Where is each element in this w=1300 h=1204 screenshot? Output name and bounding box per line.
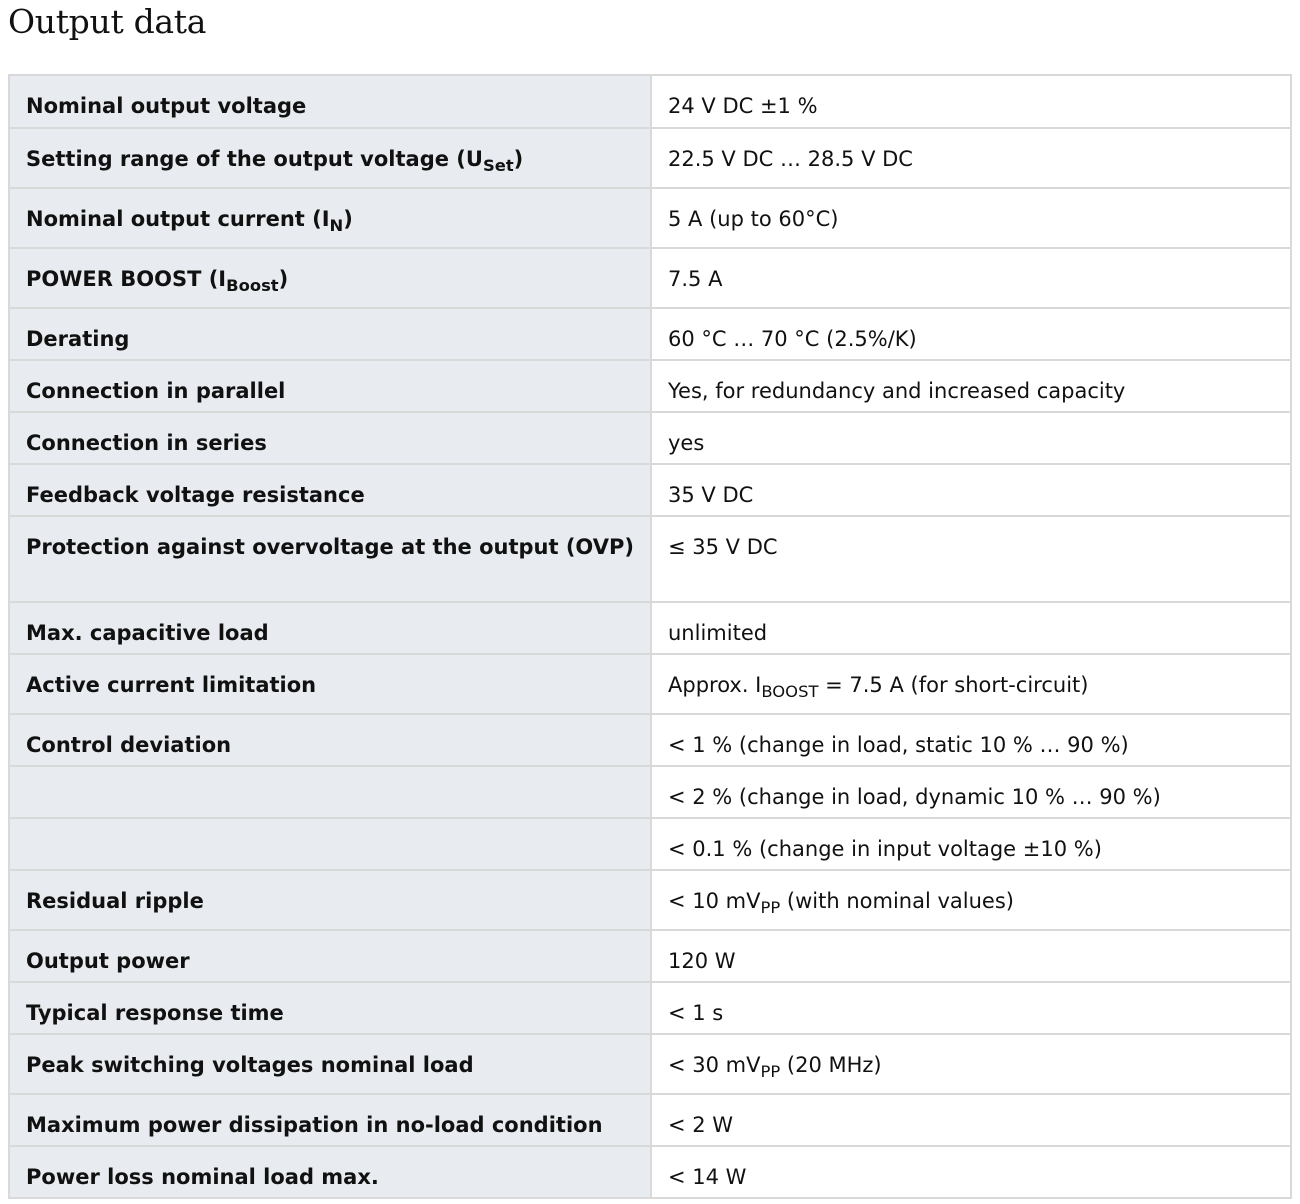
row-label [9, 188, 651, 248]
row-value: 24 V DC ±1 % [651, 75, 1291, 128]
row-value [651, 1034, 1291, 1094]
row-label: Max. capacitive load [9, 602, 651, 654]
row-value: 5 A (up to 60°C) [651, 188, 1291, 248]
row-value: 22.5 V DC … 28.5 V DC [651, 128, 1291, 188]
table-row [9, 188, 1291, 248]
value-text-end: (with nominal values) [780, 889, 1014, 913]
row-value: ≤ 35 V DC [651, 516, 1291, 602]
row-value: Yes, for redundancy and increased capacity [651, 360, 1291, 412]
table-row [9, 128, 1291, 188]
label-text: Setting range of the output voltage (U [26, 147, 483, 171]
row-value: 60 °C … 70 °C (2.5%/K) [651, 308, 1291, 360]
row-label: Active current limitation [9, 654, 651, 714]
row-label: Peak switching voltages nominal load [9, 1034, 651, 1094]
label-subscript: Boost [226, 276, 279, 296]
value-text-end: = 7.5 A (for short-circuit) [818, 673, 1089, 697]
value-text: < 30 mV [668, 1053, 761, 1077]
row-label: Maximum power dissipation in no-load condition [9, 1094, 651, 1146]
value-text: Approx. I [668, 673, 762, 697]
row-value: < 2 % (change in load, dynamic 10 % … 90 %) [651, 766, 1291, 818]
table-row [9, 982, 1291, 1034]
value-subscript: PP [760, 1062, 781, 1082]
row-value: 7.5 A [651, 248, 1291, 308]
row-value: < 14 W [651, 1146, 1291, 1198]
table-row [9, 308, 1291, 360]
row-label: Typical response time [9, 982, 651, 1034]
table-row [9, 360, 1291, 412]
row-value: 35 V DC [651, 464, 1291, 516]
row-value: < 1 s [651, 982, 1291, 1034]
table-row [9, 1094, 1291, 1146]
row-value: < 0.1 % (change in input voltage ±10 %) [651, 818, 1291, 870]
label-text-end: ) [513, 147, 524, 171]
row-label [9, 248, 651, 308]
table-row [9, 766, 1291, 818]
table-row [9, 75, 1291, 128]
row-value: unlimited [651, 602, 1291, 654]
label-text-end: ) [278, 267, 289, 291]
row-label: Nominal output voltage [9, 75, 651, 128]
table-row [9, 654, 1291, 714]
row-label: Feedback voltage resistance [9, 464, 651, 516]
label-text: POWER BOOST (I [26, 267, 227, 291]
table-row [9, 516, 1291, 602]
table-row [9, 930, 1291, 982]
row-label [9, 766, 651, 818]
label-subscript: Set [482, 156, 514, 176]
table-row [9, 818, 1291, 870]
value-text: < 10 mV [668, 889, 761, 913]
value-text-end: (20 MHz) [780, 1053, 882, 1077]
output-data-table [8, 74, 1292, 1199]
value-subscript: PP [760, 898, 781, 918]
label-text: Nominal output current (I [26, 207, 330, 231]
table-row [9, 870, 1291, 930]
row-label: Residual ripple [9, 870, 651, 930]
row-label [9, 128, 651, 188]
row-label: Connection in parallel [9, 360, 651, 412]
table-row [9, 714, 1291, 766]
row-label: Protection against overvoltage at the output (OVP) [9, 516, 651, 602]
row-value [651, 654, 1291, 714]
table-row [9, 464, 1291, 516]
row-label [9, 818, 651, 870]
table-row [9, 1034, 1291, 1094]
table-row [9, 412, 1291, 464]
row-value: < 2 W [651, 1094, 1291, 1146]
row-label: Derating [9, 308, 651, 360]
row-label: Connection in series [9, 412, 651, 464]
row-label: Output power [9, 930, 651, 982]
label-text-end: ) [343, 207, 353, 231]
table-row [9, 1146, 1291, 1198]
table-row [9, 248, 1291, 308]
table-row [9, 602, 1291, 654]
row-value [651, 870, 1291, 930]
label-subscript: N [329, 216, 344, 236]
row-label: Power loss nominal load max. [9, 1146, 651, 1198]
row-value: < 1 % (change in load, static 10 % … 90 %) [651, 714, 1291, 766]
row-value: 120 W [651, 930, 1291, 982]
page-title: Output data [8, 2, 207, 41]
row-label: Control deviation [9, 714, 651, 766]
value-subscript: BOOST [761, 682, 819, 702]
row-value: yes [651, 412, 1291, 464]
